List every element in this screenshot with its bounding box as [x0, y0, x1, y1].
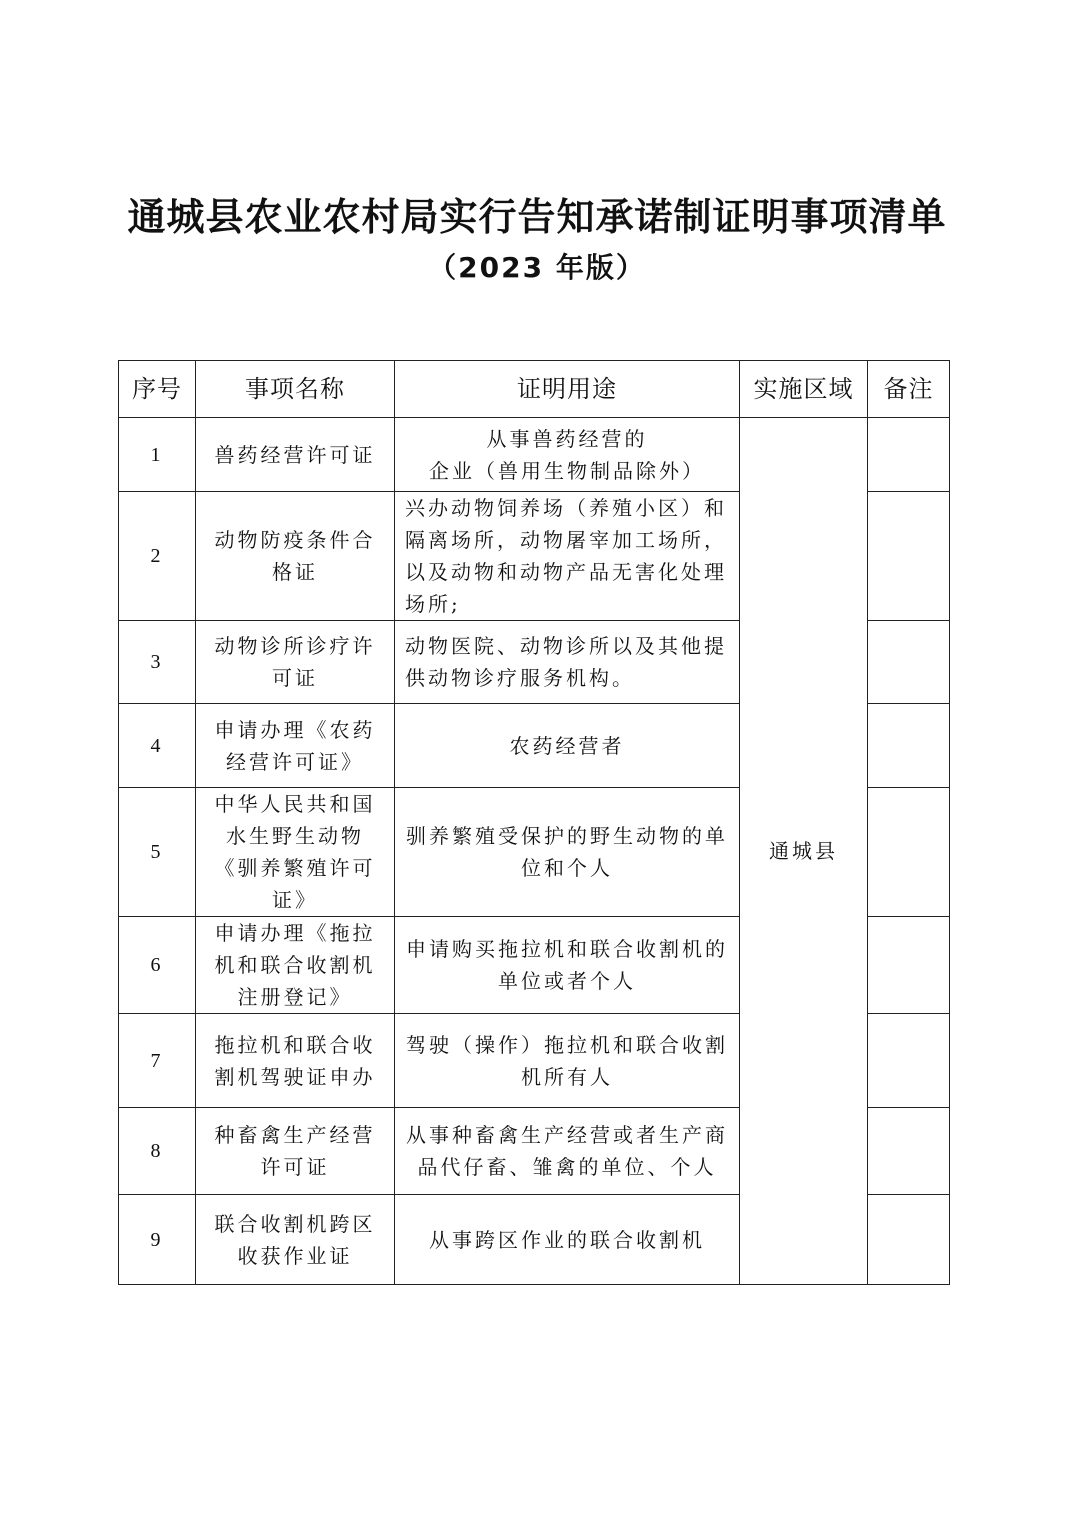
item-name: 申请办理《农药经营许可证》: [196, 704, 395, 788]
table-header-row: [119, 361, 950, 418]
item-purpose: 动物医院、动物诊所以及其他提供动物诊疗服务机构。: [395, 621, 740, 704]
item-purpose: 驯养繁殖受保护的野生动物的单位和个人: [395, 788, 740, 917]
certification-items-table: [118, 360, 950, 1285]
item-remarks: [868, 917, 950, 1014]
item-name: 拖拉机和联合收割机驾驶证申办: [196, 1014, 395, 1108]
document-title: 通城县农业农村局实行告知承诺制证明事项清单: [127, 194, 947, 239]
row-number: 7: [119, 1014, 196, 1108]
header-certificate-purpose: 证明用途: [395, 361, 740, 418]
item-remarks: [868, 1108, 950, 1195]
row-number: 8: [119, 1108, 196, 1195]
header-implementation-area: 实施区域: [740, 361, 868, 418]
item-remarks: [868, 788, 950, 917]
row-number: 3: [119, 621, 196, 704]
item-purpose: 从事跨区作业的联合收割机: [395, 1195, 740, 1285]
item-remarks: [868, 418, 950, 492]
item-remarks: [868, 621, 950, 704]
header-serial-number: 序号: [119, 361, 196, 418]
row-number: 2: [119, 492, 196, 621]
header-remarks: 备注: [868, 361, 950, 418]
item-purpose: 农药经营者: [395, 704, 740, 788]
item-name: 种畜禽生产经营许可证: [196, 1108, 395, 1195]
row-number: 5: [119, 788, 196, 917]
row-number: 9: [119, 1195, 196, 1285]
table-row: [119, 418, 950, 492]
item-remarks: [868, 1195, 950, 1285]
row-number: 1: [119, 418, 196, 492]
item-name: 动物防疫条件合格证: [196, 492, 395, 621]
item-name: 兽药经营许可证: [196, 418, 395, 492]
header-item-name: 事项名称: [196, 361, 395, 418]
item-purpose: 从事兽药经营的 企业（兽用生物制品除外）: [395, 418, 740, 492]
item-remarks: [868, 704, 950, 788]
item-purpose: 申请购买拖拉机和联合收割机的单位或者个人: [395, 917, 740, 1014]
item-remarks: [868, 1014, 950, 1108]
item-name: 动物诊所诊疗许可证: [196, 621, 395, 704]
row-number: 6: [119, 917, 196, 1014]
item-name: 申请办理《拖拉机和联合收割机注册登记》: [196, 917, 395, 1014]
item-remarks: [868, 492, 950, 621]
row-number: 4: [119, 704, 196, 788]
item-name: 中华人民共和国水生野生动物《驯养繁殖许可证》: [196, 788, 395, 917]
item-purpose: 驾驶（操作）拖拉机和联合收割机所有人: [395, 1014, 740, 1108]
item-purpose: 兴办动物饲养场（养殖小区）和隔离场所，动物屠宰加工场所，以及动物和动物产品无害化处理场所;: [395, 492, 740, 621]
implementation-area: 通城县: [740, 418, 868, 1285]
document-subtitle: （2023 年版）: [428, 251, 646, 284]
item-purpose: 从事种畜禽生产经营或者生产商品代仔畜、雏禽的单位、个人: [395, 1108, 740, 1195]
item-name: 联合收割机跨区收获作业证: [196, 1195, 395, 1285]
